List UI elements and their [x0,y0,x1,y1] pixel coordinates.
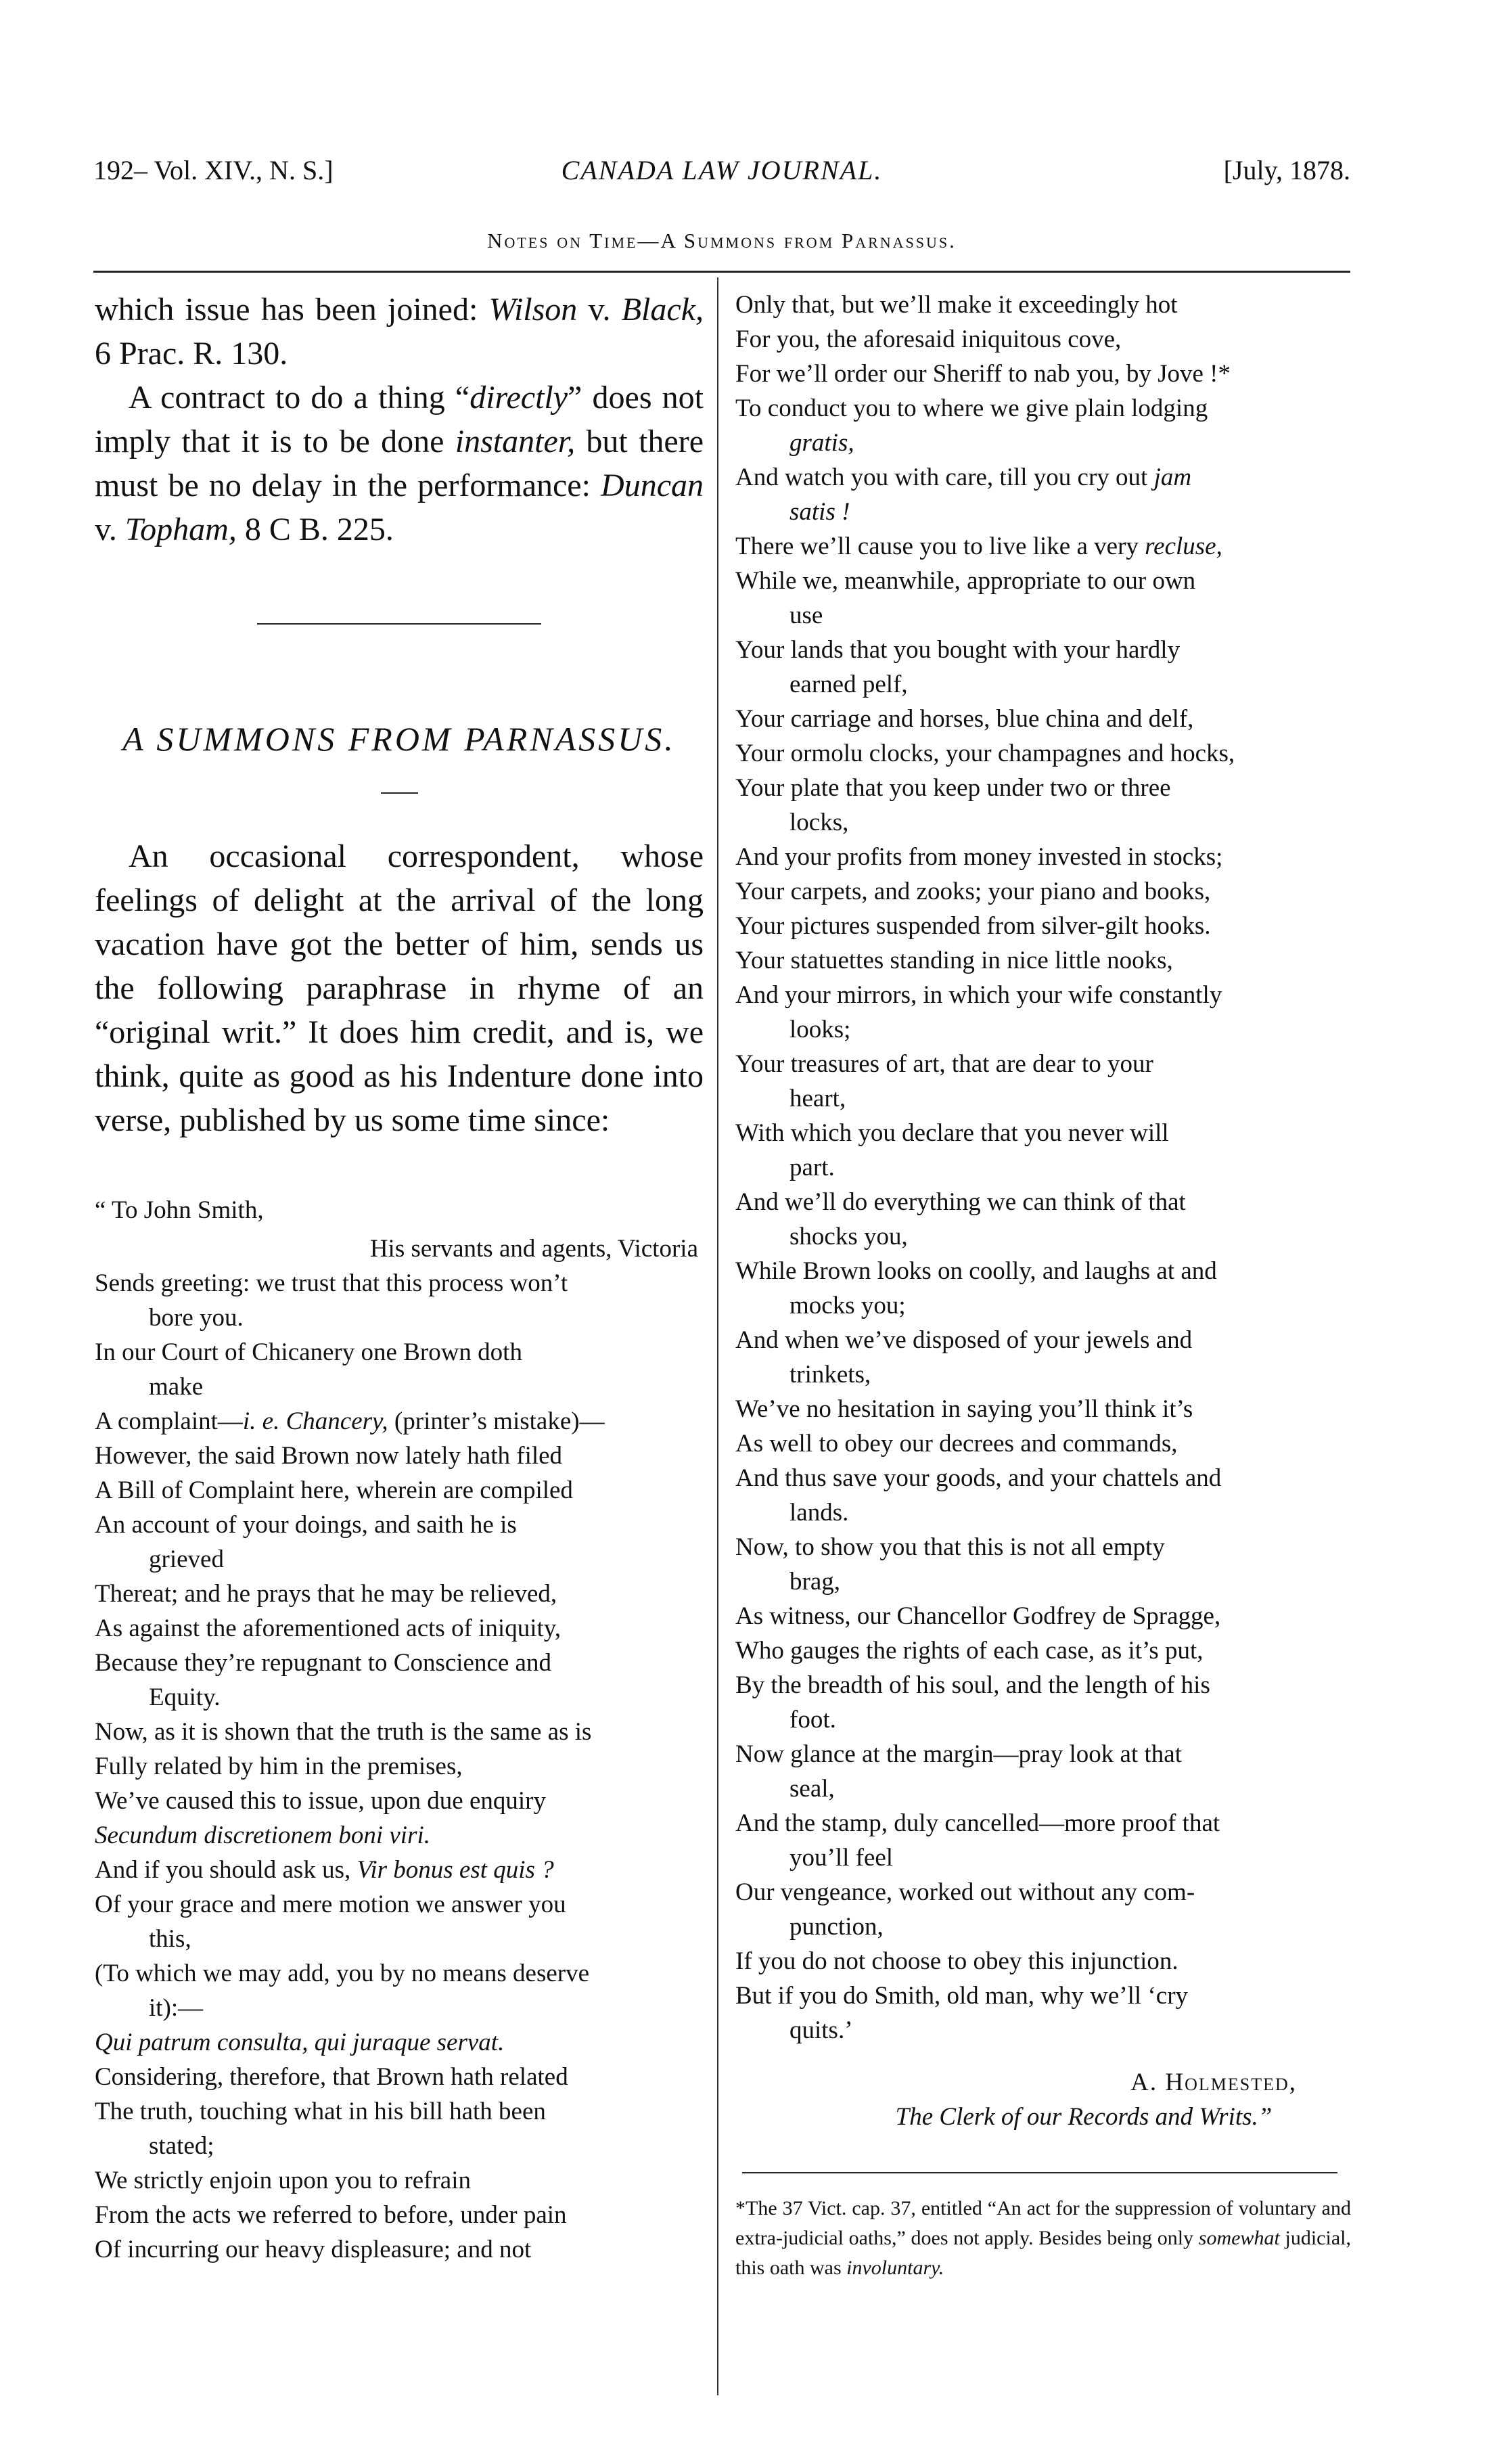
poem-line: But if you do Smith, old man, why we’ll ‘cry [735,1982,1189,2010]
poem-line: Your lands that you bought with your hardly [735,636,1181,664]
poem-line: Because they’re repugnant to Conscience and [95,1649,551,1677]
case-name: Duncan [601,468,704,503]
citation: 6 Prac. R. 130. [95,336,288,371]
poem-line: quits.’ [789,2016,853,2044]
poem-line: An account of your doings, and saith he is [95,1511,517,1539]
section-title: A SUMMONS FROM PARNASSUS. [122,720,676,758]
poem-line [735,460,1351,495]
poem-line: For you, the aforesaid iniquitous cove, [735,325,1122,353]
footnote-rule [742,2172,1337,2173]
poem-line: Sends greeting: we trust that this process won’t [95,1269,568,1297]
header-volume: 192– Vol. XIV., N. S.] [93,155,334,185]
running-header [93,154,1350,195]
poem-line [95,1404,704,1439]
poem-line: Now glance at the margin—pray look at that [735,1740,1182,1768]
column-divider [717,277,718,2395]
poem-line: trinkets, [789,1361,871,1388]
poem-line: With which you declare that you never will [735,1119,1169,1147]
poem-line: this, [149,1925,191,1953]
poem-line: Equity. [149,1684,221,1711]
poem-line: Now, to show you that this is not all empty [735,1533,1165,1561]
title-dash [381,792,418,794]
poem-line: And when we’ve disposed of your jewels and [735,1326,1193,1354]
poem-line: part. [789,1154,835,1181]
poem-line: A Bill of Complaint here, wherein are compiled [95,1476,573,1504]
poem-line: However, the said Brown now lately hath filed [95,1442,563,1470]
text-run: which issue has been joined: [95,292,489,327]
text-run: And watch you with care, till you cry out [735,464,1154,491]
poem-line: Your statuettes standing in nice little nooks, [735,947,1173,974]
poem-line: And the stamp, duly cancelled—more proof that [735,1809,1220,1837]
poem-line: seal, [789,1775,835,1803]
introduction-paragraph: An occasional correspondent, whose feelings of delight at the arrival of the long vacation have got the better of him, sends us the following paraphrase in rhyme of an “original writ.” It does him credit, and is, we think, quite as good as his Indenture done into verse, published by us some time since: [95,838,704,1138]
poem-line: use [789,602,823,629]
poem-line: gratis, [789,429,854,457]
poem-line: Your treasures of art, that are dear to your [735,1050,1153,1078]
emphasis: somewhat [1198,2227,1280,2249]
poem-line: grieved [149,1545,224,1573]
poem-line: lands. [789,1499,849,1527]
poem-line: it):— [149,1994,204,2022]
poem-line: And your mirrors, in which your wife constantly [735,981,1222,1009]
poem-line: Of incurring our heavy displeasure; and not [95,2236,532,2263]
text-run: ” does not imply that it is to be done [95,380,704,459]
poem-line: brag, [789,1568,840,1596]
header-date: [July, 1878. [1223,155,1350,185]
header-journal-title: CANADA LAW JOURNAL. [561,155,883,185]
case-name: Topham, [124,512,237,547]
poem-line: From the acts we referred to before, under pain [95,2201,567,2229]
emphasis: instanter, [455,424,576,459]
poem-line: We’ve caused this to issue, upon due enquiry [95,1787,546,1815]
poem-line: earned pelf, [789,671,908,698]
text-run: but there must be no delay in the performance: [95,424,704,503]
poem-line: While Brown looks on coolly, and laughs at and [735,1257,1217,1285]
poem-line: (To which we may add, you by no means deserve [95,1960,590,1987]
poem-line: shocks you, [789,1223,908,1250]
text-run: A contract to do a thing “ [129,380,470,415]
poem-line: Your carpets, and zooks; your piano and books, [735,878,1211,905]
poem-line: heart, [789,1085,846,1112]
case-name: Black, [621,292,704,327]
poem-line: We’ve no hesitation in saying you’ll think it’s [735,1395,1193,1423]
poem-line: While we, meanwhile, appropriate to our own [735,567,1196,595]
poem-line: If you do not choose to obey this injunction. [735,1947,1178,1975]
poem-line: As against the aforementioned acts of iniquity, [95,1614,562,1642]
poem-line: punction, [789,1913,884,1941]
poem-line: Secundum discretionem boni viri. [95,1822,430,1849]
poem-line [735,529,1351,564]
poem-line: For we’ll order our Sheriff to nab you, by Jove !* [735,360,1231,388]
poem-line: As witness, our Chancellor Godfrey de Spragge, [735,1602,1221,1630]
emphasis: directly [469,380,568,415]
poem-line: make [149,1373,204,1401]
text-run: (printer’s mistake)— [388,1407,605,1435]
poem-line: looks; [789,1016,851,1043]
header-rule [93,271,1350,273]
emphasis: i. e. Chancery, [242,1407,388,1435]
signature-title: The Clerk of our Records and Writs.” [895,2103,1273,2131]
poem-line: By the breadth of his soul, and the length of his [735,1671,1210,1699]
left-column [95,288,704,2267]
text-run: There we’ll cause you to live like a very [735,533,1145,560]
addressee: “ To John Smith, [95,1196,264,1224]
poem-line: Fully related by him in the premises, [95,1753,463,1780]
emphasis: Vir bonus est quis ? [357,1856,554,1884]
emphasis: jam [1153,464,1192,491]
poem-line: And we’ll do everything we can think of that [735,1188,1186,1216]
poem-line: To conduct you to where we give plain lodging [735,394,1208,422]
poem-line: satis ! [789,498,850,526]
signature-name: A. Holmested, [1130,2069,1297,2096]
text-run: And if you should ask us, [95,1856,357,1884]
intro-paragraph-2 [95,376,704,551]
emphasis: involuntary. [846,2257,944,2279]
poem-line: foot. [789,1706,836,1734]
footnote [735,2194,1351,2283]
poem-line: Our vengeance, worked out without any com- [735,1878,1195,1906]
text-run: A complaint— [95,1407,243,1435]
intro-text [95,288,704,551]
poem-line: Now, as it is shown that the truth is the same as is [95,1718,592,1746]
poem-left [95,1193,704,2267]
section-rule [257,623,541,625]
poem-line: Considering, therefore, that Brown hath related [95,2063,568,2091]
poem-line [95,1853,704,1887]
poem-line: Only that, but we’ll make it exceedingly hot [735,291,1178,319]
poem-line: locks, [789,809,849,836]
poem-line: stated; [149,2132,214,2160]
poem-line [95,1232,704,1266]
case-name: Wilson [488,292,578,327]
poem-line [95,1193,704,1227]
poem-line: you’ll feel [789,1844,894,1872]
poem-line: And thus save your goods, and your chattels and [735,1464,1222,1492]
emphasis: recluse, [1145,533,1222,560]
poem-line: Your plate that you keep under two or three [735,774,1171,802]
poem-line: bore you. [149,1304,244,1332]
poem-line: mocks you; [789,1292,906,1319]
poem-line: As well to obey our decrees and commands, [735,1430,1178,1458]
citation: 8 C B. 225. [236,512,394,547]
poem-line: Qui patrum consulta, qui juraque servat. [95,2029,505,2056]
poem-line: Your carriage and horses, blue china and delf, [735,705,1194,733]
text-run: *The 37 Vict. cap. 37, entitled “An act for the suppression of voluntary and extra-judicial oaths,” does not apply. Besides being only [735,2197,1351,2249]
text-run: judicial, this oath was [735,2227,1351,2279]
right-column [735,288,1351,2283]
text-run: v. [95,512,125,547]
poem-line: We strictly enjoin upon you to refrain [95,2167,471,2194]
poem-line: In our Court of Chicanery one Brown doth [95,1338,522,1366]
poem-line: Who gauges the rights of each case, as it’s put, [735,1637,1204,1665]
text-run: His servants and agents, Victoria [369,1235,698,1263]
intro-paragraph-1 [95,288,704,376]
page-subheading: Notes on Time—A Summons from Parnassus. [487,229,957,252]
poem-line: Of your grace and mere motion we answer you [95,1891,566,1918]
poem-line: Your ormolu clocks, your champagnes and hocks, [735,740,1235,767]
text-run: v. [577,292,622,327]
poem-line: Thereat; and he prays that he may be relieved, [95,1580,557,1608]
poem-line: Your pictures suspended from silver-gilt hooks. [735,912,1211,940]
poem-line: And your profits from money invested in stocks; [735,843,1223,871]
poem-line: The truth, touching what in his bill hath been [95,2098,546,2125]
poem-right [735,288,1351,2048]
